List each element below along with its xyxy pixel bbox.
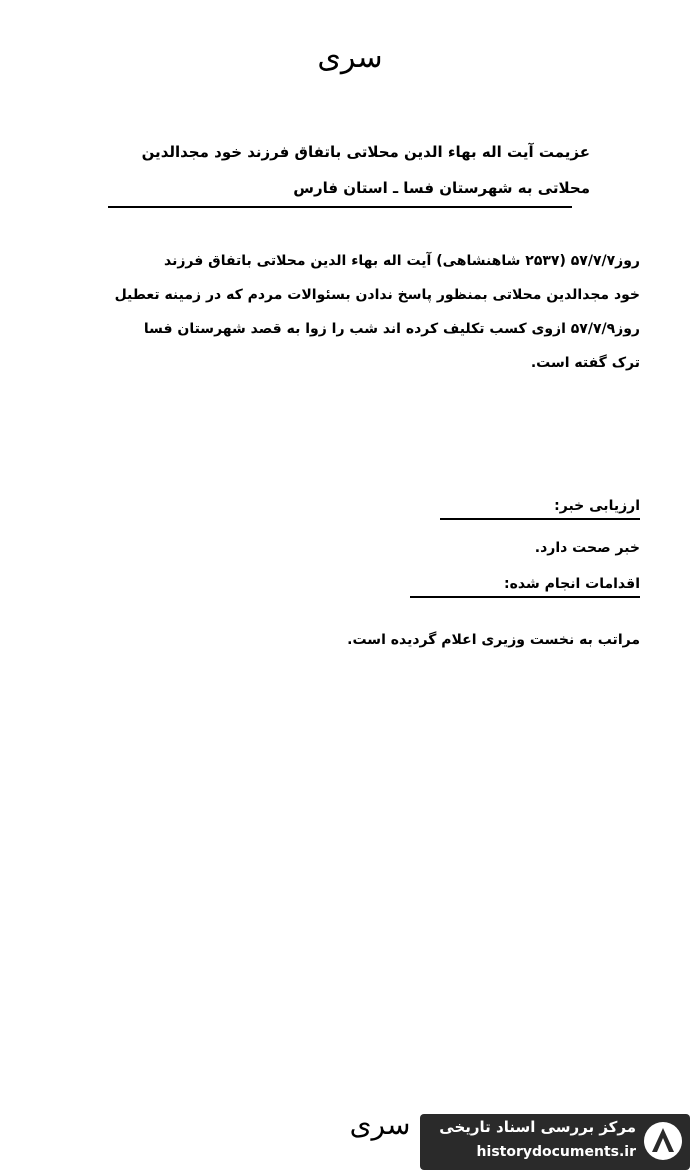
body-line: خود مجدالدین محلاتی بمنظور پاسخ ندادن بسئوالات مردم که در زمینه تعطیل: [114, 287, 640, 303]
headline-line-2: محلاتی به شهرستان فسا ـ استان فارس: [293, 179, 590, 197]
body-line: ترک گفته است.: [530, 355, 640, 371]
report-body: [65, 244, 640, 380]
actions-text: مراتب به نخست وزیری اعلام گردیده است.: [347, 632, 640, 648]
headline-line-1: عزیمت آیت اله بهاء الدین محلاتی باتفاق فرزند خود مجدالدین: [141, 143, 590, 161]
body-line: روز۵۷/۷/۹ ازوی کسب تکلیف کرده اند شب را زوا به قصد شهرستان فسا: [143, 321, 640, 337]
actions-underline: [410, 596, 640, 598]
classification-stamp-top: سری: [317, 40, 383, 75]
headline-underline: [108, 206, 572, 208]
evaluation-label: ارزیابی خبر:: [554, 498, 640, 514]
actions-label: اقدامات انجام شده:: [504, 576, 640, 592]
evaluation-text: خبر صحت دارد.: [534, 540, 640, 556]
archive-watermark: [420, 1114, 690, 1170]
archive-logo-icon: [644, 1122, 682, 1160]
body-line: روز۵۷/۷/۷ (۲۵۳۷ شاهنشاهی) آیت اله بهاء الدین محلاتی باتفاق فرزند: [164, 253, 640, 269]
watermark-url: historydocuments.ir: [476, 1144, 636, 1160]
classification-stamp-bottom: سری: [349, 1108, 411, 1141]
watermark-title: مرکز بررسی اسناد تاریخی: [439, 1118, 636, 1136]
evaluation-underline: [440, 518, 640, 520]
